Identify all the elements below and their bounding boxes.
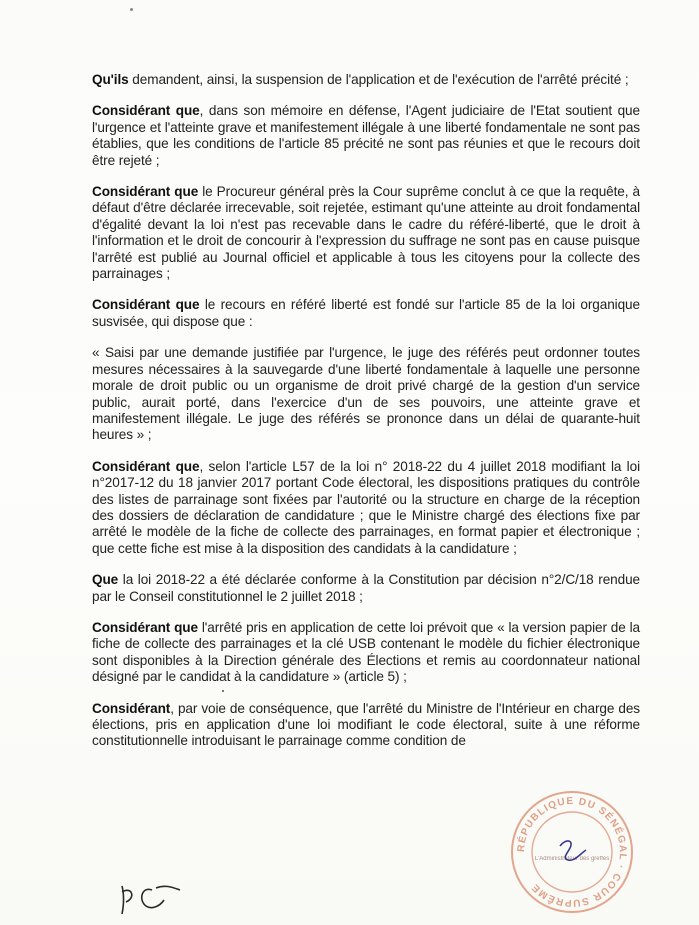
scan-speck (130, 8, 133, 11)
paragraph-2: Considérant que, dans son mémoire en défense, l'Agent judiciaire de l'Etat soutient que l'urgence et l'atteinte grave et manifestement illégale à une liberté fondamentale ne sont pas établies, que les conditions de l'article 85 précité ne sont pas réunies et que le recours doit être rejeté ; (92, 103, 640, 168)
court-stamp (508, 788, 636, 916)
paragraph-7: Que la loi 2018-22 a été déclarée conforme à la Constitution par décision n°2/C/18 rendue par le Conseil constitutionnel le 2 juillet 2018 ; (92, 572, 640, 604)
paragraph-1: Qu'ils demandent, ainsi, la suspension de l'application et de l'exécution de l'arrêté précité ; (92, 72, 629, 87)
paragraph-6: Considérant que, selon l'article L57 de la loi n° 2018-22 du 4 juillet 2018 modifiant la loi n°2017-12 du 18 janvier 2017 portant Code électoral, les dispositions pratiques du contrôle des listes de parrainage sont fixées par l'autorité ou la structure en charge de la réception des dossiers de déclaration de candidature ; que le Ministre chargé des élections fixe par arrêté le modèle de la fiche de collecte des parrainages, en format papier et électronique ; que cette fiche est mise à la disposition des candidats à la candidature ; (92, 458, 640, 556)
paragraph-9: Considérant, par voie de conséquence, que l'arrêté du Ministre de l'Intérieur en charge des élections, pris en application d'une loi modifiant le code électoral, suite à une réforme constitutionnelle introduisant le parrainage comme condition de (92, 700, 640, 749)
quoted-article: « Saisi par une demande justifiée par l'urgence, le juge des référés peut ordonner toutes mesures nécessaires à la sauvegarde d'une liberté fondamentale à laquelle une personne morale de droit public ou un organisme de droit privé chargé de la gestion d'un service public, aurait porté, dans l'exercice d'un de ses pouvoirs, une atteinte grave et manifestement illégale. Le juge des référés se prononce dans un délai de quarante-huit heures » ; (92, 345, 640, 443)
stamp-ring-text: RÉPUBLIQUE DU SÉNÉGAL · COUR SUPRÊME (515, 795, 629, 909)
document-body (92, 72, 640, 765)
paragraph-8: Considérant que l'arrêté pris en application de cette loi prévoit que « la version papier de la fiche de collecte des parrainages et la clé USB contenant le modèle du fichier électronique sont disponibles à la Direction générale des Élections et remis au coordonnateur national désigné par le candidat à la candidature » (article 5) ; (92, 619, 640, 685)
paragraph-4: Considérant que le recours en référé liberté est fondé sur l'article 85 de la loi organique susvisée, qui dispose que : (92, 297, 640, 329)
stamp-inner-text: L'Administrateur des greffes (534, 856, 610, 862)
paragraph-3: Considérant que le Procureur général près la Cour suprême conclut à ce que la requête, à défaut d'être déclarée irrecevable, soit rejetée, estimant qu'une atteinte au droit fondamental d'égalité devant la loi n'est pas recevable dans le cadre du référé-liberté, que le droit à l'information et le droit de concourir à l'expression du suffrage ne sont pas en cause puisque l'arrêté est publié au Journal officiel et applicable à tous les citoyens pour la collecte des parrainages ; (92, 184, 640, 282)
handwritten-initials (112, 878, 192, 918)
